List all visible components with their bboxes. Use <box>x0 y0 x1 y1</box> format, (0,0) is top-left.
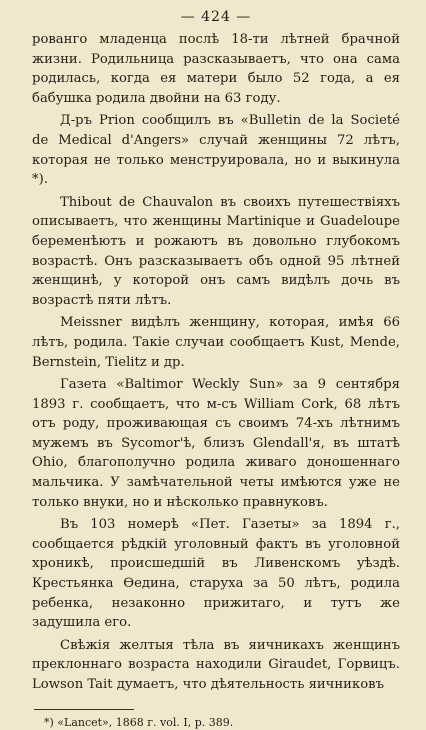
page-number: — 424 — <box>180 9 252 25</box>
paragraph-2: Д-ръ Prion сообщилъ въ «Bulletin de la Societé de Medical d'Angers» случай женщины 72 лѣтъ, которая не только менструировала, но и выкинула *). <box>32 113 400 188</box>
footnote-separator <box>34 709 134 710</box>
paragraph-6: Въ 103 номерѣ «Пет. Газеты» за 1894 г., сообщается рѣдкій уголовный фактъ въ уголовной хроникѣ, происшедшій въ Ливенскомъ уѣздѣ. Крестьянка Ѳедина, старуха за 50 лѣтъ, родила ребенка, незаконно прижитаго, и тутъ же задушила его. <box>32 517 400 631</box>
footnote: *) «Lancet», 1868 г. vol. I, p. 389. <box>44 715 234 729</box>
paragraph-4: Meissner видѣлъ женщину, которая, имѣя 66 лѣтъ, родила. Такіе случаи сообщаетъ Kust, Mende, Bernstein, Tielitz и др. <box>32 315 400 370</box>
paragraph-5: Газета «Baltimor Weckly Sun» за 9 сентября 1893 г. сообщаетъ, что м-съ William Cork, 68 лѣтъ отъ роду, проживающая съ своимъ 74-хъ лѣтнимъ мужемъ въ Sycomor'ѣ, близъ Glendall'я, въ штатѣ Ohio, благополучно родила живаго доношеннаго мальчика. У замѣчательной четы имѣются уже не только внуки, но и нѣсколько правнуковъ. <box>32 377 400 510</box>
paragraph-7: Свѣжія желтыя тѣла въ яичникахъ женщинъ преклоннаго возраста находили Giraudet, Горвицъ. Lowson Tait думаетъ, что дѣятельность яичниковъ <box>32 637 400 692</box>
paragraph-1: рованго младенца послѣ 18-ти лѣтней брачной жизни. Родильница разсказываетъ, что она сама родилась, когда ея матери было 52 года, а ея бабушка родила двойни на 63 году. <box>32 32 400 106</box>
paragraph-3: Thibout de Chauvalon въ своихъ путешествіяхъ описываетъ, что женщины Martinique и Guadeloupe беременѣютъ и рожаютъ въ довольно глубокомъ возрастѣ. Онъ разсказываетъ объ одной 95 лѣтней женщинѣ, у которой онъ самъ видѣлъ дочь въ возрастѣ пяти лѣтъ. <box>32 194 400 308</box>
body-text <box>32 30 400 695</box>
